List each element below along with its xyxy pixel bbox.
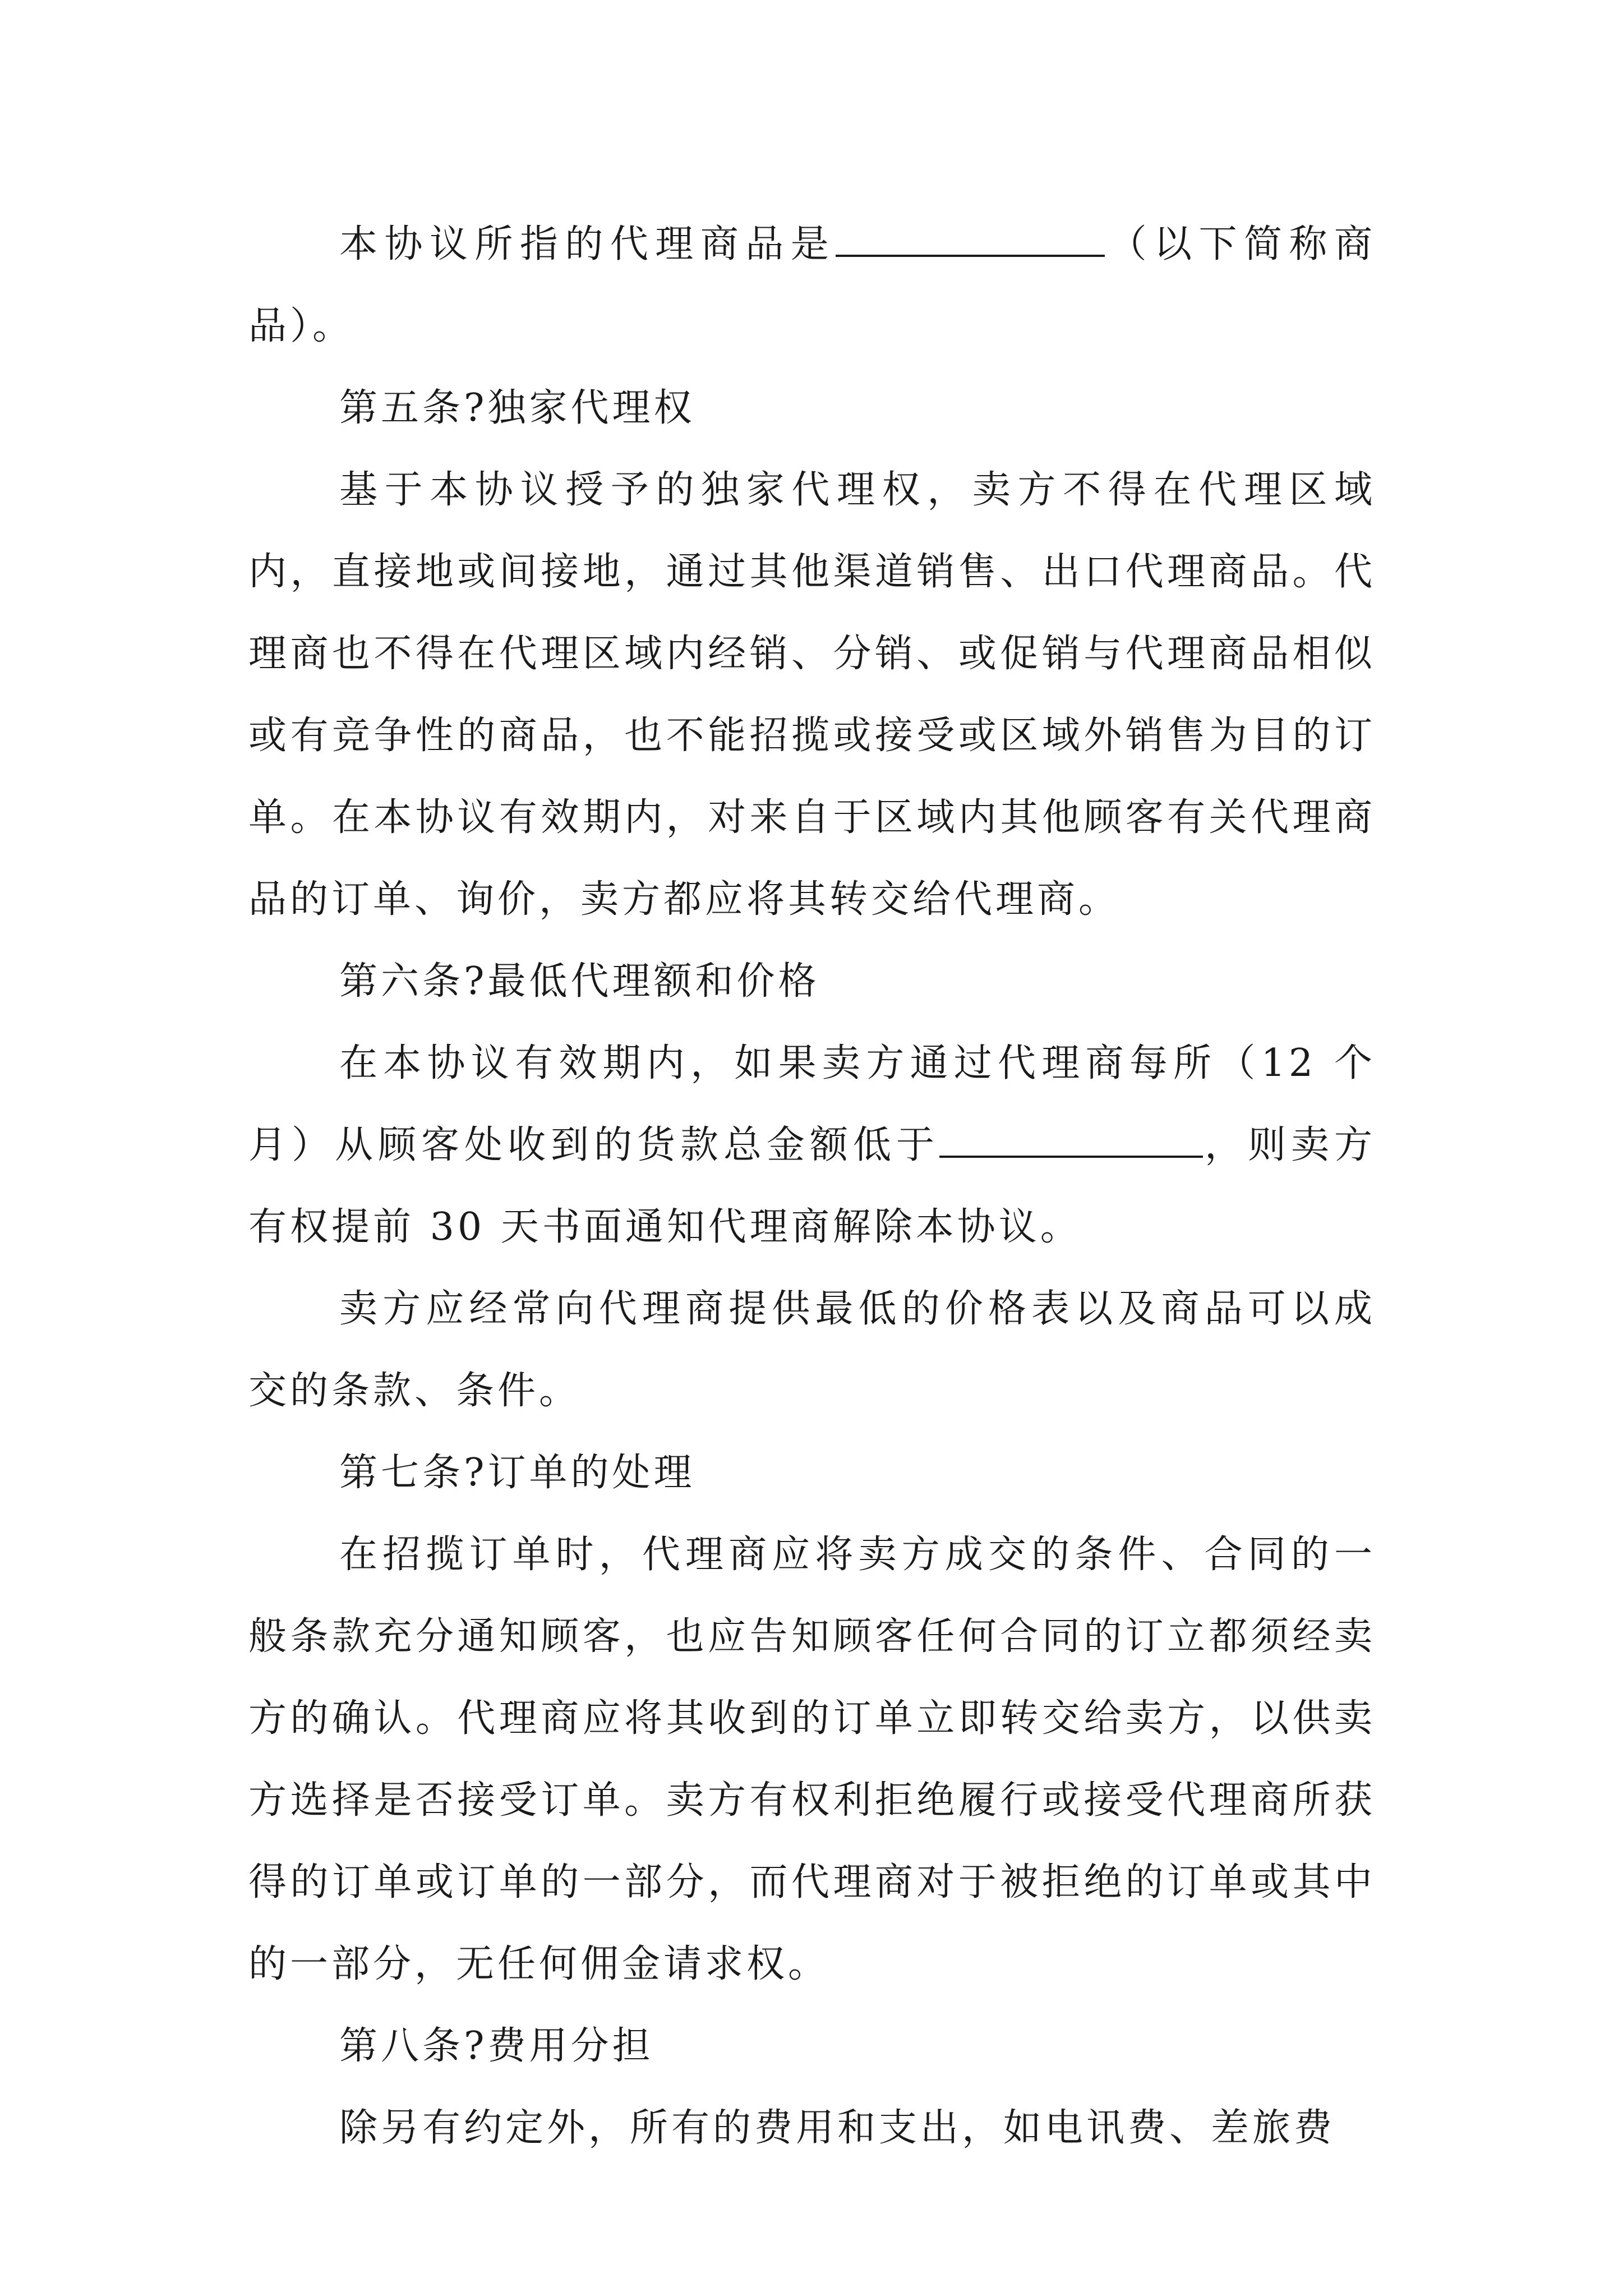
- heading-article-5: 第五条?独家代理权: [339, 386, 695, 430]
- paragraph-order-handling: 在招揽订单时，代理商应将卖方成交的条件、合同的一般条款充分通知顾客，也应告知顾客任何合同的订立都须经卖方的确认。代理商应将其收到的订单立即转交给卖方，以供卖方选择是否接受订单。卖方有权利拒绝履行或接受代理商所获得的订单或订单的一部分，而代理商对于被拒绝的订单或其中的一部分，无任何佣金请求权。: [248, 1533, 1376, 1986]
- heading-article-7: 第七条?订单的处理: [339, 1451, 695, 1495]
- heading-article-6: 第六条?最低代理额和价格: [339, 959, 820, 1004]
- paragraph-price-list: 卖方应经常向代理商提供最低的价格表以及商品可以成交的条款、条件。: [248, 1287, 1376, 1413]
- paragraph-cost-sharing: 除另有约定外，所有的费用和支出，如电讯费、差旅费: [339, 2106, 1336, 2150]
- paragraph-agency-goods-text-after: （以下简称商品）。: [248, 222, 1376, 348]
- paragraph-minimum-amount: [248, 1023, 1376, 1268]
- paragraph-agency-goods: [248, 204, 1376, 367]
- paragraph-exclusive-rights: 基于本协议授予的独家代理权，卖方不得在代理区域内，直接地或间接地，通过其他渠道销售、出口代理商品。代理商也不得在代理区域内经销、分销、或促销与代理商品相似或有竞争性的商品，也不能招揽或接受或区域外销售为目的订单。在本协议有效期内，对来自于区域内其他顾客有关代理商品的订单、询价，卖方都应将其转交给代理商。: [248, 468, 1376, 922]
- fill-in-blank-amount: [939, 1122, 1203, 1158]
- paragraph-minimum-amount-text-after: ，则卖方有权提前 30 天书面通知代理商解除本协议。: [248, 1123, 1376, 1249]
- heading-article-8: 第八条?费用分担: [339, 2024, 654, 2068]
- paragraph-agency-goods-text-before: 本协议所指的代理商品是: [339, 222, 836, 266]
- fill-in-blank-goods: [836, 221, 1105, 257]
- paragraph-minimum-amount-text-before: 在本协议有效期内，如果卖方通过代理商每所（12 个月）从顾客处收到的货款总金额低于: [248, 1041, 1376, 1167]
- document-body: [248, 204, 1376, 2169]
